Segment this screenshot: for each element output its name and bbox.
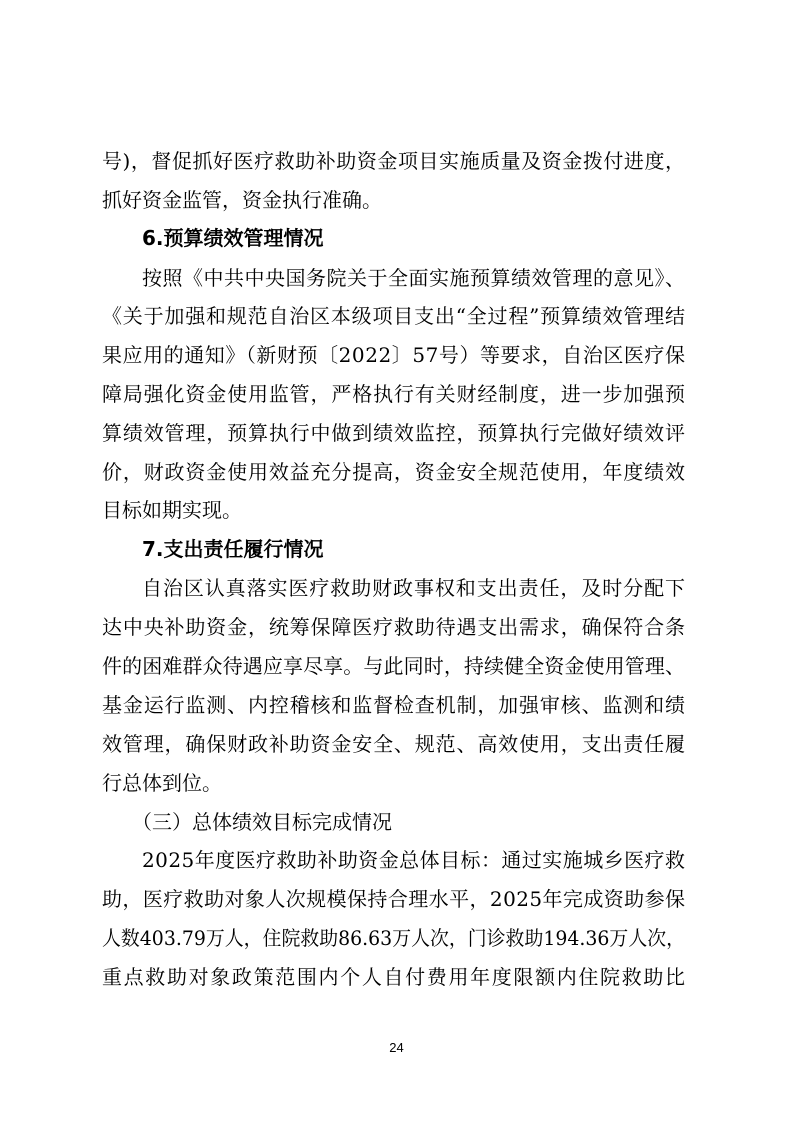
- line-text: 件的困难群众待遇应享尽享。与此同时，持续健全资金使用管理、: [102, 654, 686, 678]
- line-text: 号)，督促抓好医疗救助补助资金项目实施质量及资金拨付进度，: [102, 149, 686, 173]
- body-line: [102, 459, 685, 485]
- body-line: [102, 692, 685, 718]
- body-line: [102, 148, 685, 174]
- paragraph-first-line: [142, 847, 685, 873]
- body-line: [102, 420, 685, 446]
- section-heading-overall-performance: [132, 809, 392, 835]
- line-text: 助，医疗救助对象人次规模保持合理水平，2025年完成资助参保: [102, 887, 686, 911]
- line-text: 《关于加强和规范自治区本级项目支出“全过程”预算绩效管理结: [102, 304, 686, 328]
- line-text: 价，财政资金使用效益充分提高，资金安全规范使用，年度绩效: [102, 460, 686, 484]
- line-text: 人数403.79万人，住院救助86.63万人次，门诊救助194.36万人次，: [102, 926, 685, 950]
- heading-text: 6.预算绩效管理情况: [142, 226, 324, 250]
- body-line: [102, 925, 685, 951]
- body-line: [102, 497, 242, 523]
- body-line: [102, 187, 382, 213]
- body-line: [102, 886, 685, 912]
- line-text: 达中央补助资金，统筹保障医疗救助待遇支出需求，确保符合条: [102, 615, 686, 639]
- paragraph-first-line: [142, 575, 685, 601]
- body-line: [102, 303, 685, 329]
- body-line: [102, 653, 685, 679]
- line-text: 抓好资金监管，资金执行准确。: [102, 188, 382, 212]
- line-text: 目标如期实现。: [102, 498, 242, 522]
- line-text: 算绩效管理，预算执行中做到绩效监控，预算执行完做好绩效评: [102, 421, 686, 445]
- line-text: 按照《中共中央国务院关于全面实施预算绩效管理的意见》、: [142, 266, 686, 290]
- line-text: 自治区认真落实医疗救助财政事权和支出责任，及时分配下: [142, 576, 686, 600]
- line-text: 障局强化资金使用监管，严格执行有关财经制度，进一步加强预: [102, 382, 686, 406]
- body-line: [102, 964, 685, 990]
- section-heading-budget-performance: [142, 225, 324, 251]
- paragraph-first-line: [142, 265, 685, 291]
- page-number: 24: [389, 1040, 404, 1055]
- line-text: 效管理，确保财政补助资金安全、规范、高效使用，支出责任履: [102, 732, 686, 756]
- line-text: 2025年度医疗救助补助资金总体目标：通过实施城乡医疗救: [142, 848, 686, 872]
- heading-text: （三）总体绩效目标完成情况: [132, 810, 392, 834]
- line-text: 行总体到位。: [102, 771, 222, 795]
- body-line: [102, 614, 685, 640]
- line-text: 基金运行监测、内控稽核和监督检查机制，加强审核、监测和绩: [102, 693, 686, 717]
- body-line: [102, 381, 685, 407]
- section-heading-expenditure-responsibility: [142, 536, 324, 562]
- body-line: [102, 731, 685, 757]
- line-text: 重点救助对象政策范围内个人自付费用年度限额内住院救助比: [102, 965, 687, 989]
- heading-text: 7.支出责任履行情况: [142, 537, 324, 561]
- line-text: 果应用的通知》（新财预〔2022〕57号）等要求，自治区医疗保: [102, 343, 686, 367]
- body-line: [102, 770, 222, 796]
- body-line: [102, 342, 685, 368]
